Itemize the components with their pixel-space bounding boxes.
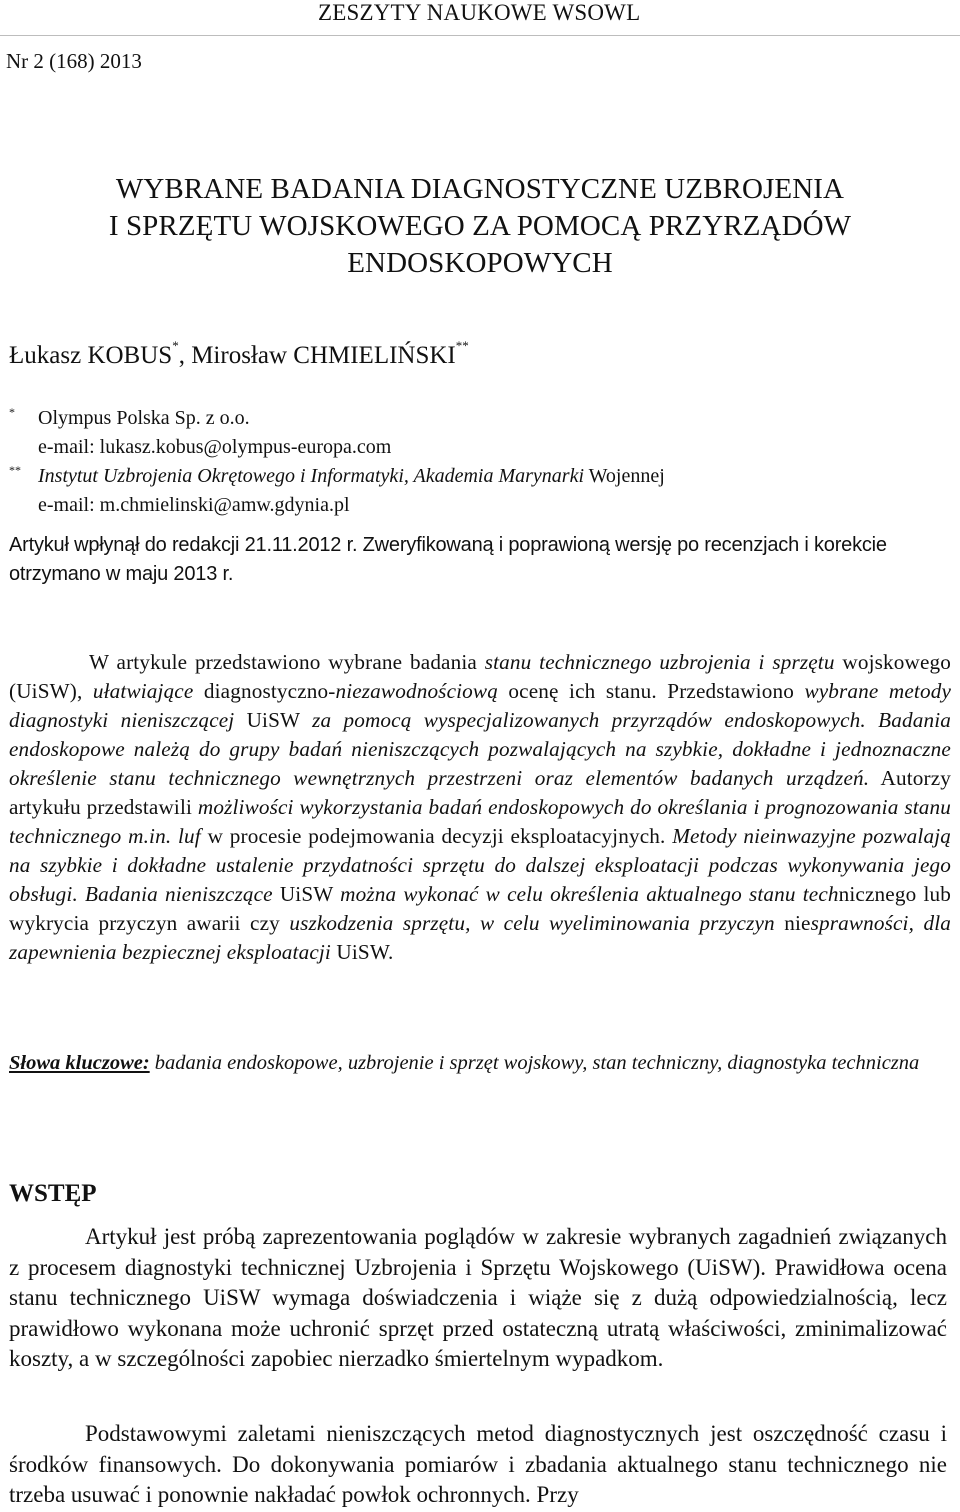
keywords-text: badania endoskopowe, uzbrojenie i sprzęt wojskowy, stan techniczny, diagnostyka techniczna	[149, 1052, 920, 1074]
affiliation-line	[9, 491, 665, 520]
affiliation-organization: Olympus Polska Sp. z o.o.	[38, 407, 250, 429]
abstract-text-italic: można wykonać w celu określenia aktualnego stanu tech	[340, 882, 839, 906]
received-line: Artykuł wpłynął do redakcji 21.11.2012 r. Zweryfikowaną i poprawioną wersję po recenzjach i korekcie	[9, 534, 887, 556]
affiliation-organization-tail: Wojennej	[584, 465, 665, 487]
body-paragraph: Artykuł jest próbą zaprezentowania poglądów w zakresie wybranych zagadnień związanych z procesem diagnostyki technicznej Uzbrojenia i Sprzętu Wojskowego (UiSW). Prawidłowa ocena stanu technicznego UiSW wymaga doświadczenia i wiąże się z dużą odpowiedzialnością, lecz prawidłowo wykonana może uchronić sprzęt przed ostateczną utratą właściwości, zminimalizować koszty, a w szczególności zapobiec nierzadko śmiertelnym wypadkom.	[9, 1224, 947, 1371]
received-note	[9, 531, 953, 589]
abstract-text: ocenę ich stanu. Przedstawiono	[497, 679, 805, 703]
abstract-text: nicznego lub wykrycia przyczyn awarii czy	[9, 882, 951, 935]
abstract-paragraph	[9, 648, 951, 967]
author-list	[9, 338, 469, 370]
abstract-text-italic: stanu technicznego uzbrojenia i sprzętu	[484, 650, 835, 674]
received-line: otrzymano w maju 2013 r.	[9, 563, 234, 585]
section-heading: WSTĘP	[9, 1180, 97, 1207]
body-paragraph: Podstawowymi zaletami nieniszczących metod diagnostycznych jest oszczędność czasu i środków finansowych. Do dokonywania pomiarów i zbadania aktualnego stanu technicznego nie trzeba usuwać i ponownie nakładać powłok ochronnych. Przy	[9, 1421, 947, 1507]
keywords-label: Słowa kluczowe:	[9, 1052, 150, 1074]
abstract-text: diagnostyczno-	[193, 679, 336, 703]
abstract-text-italic: za pomocą wyspecjalizowanych przyrządów endoskopowych. Badania endoskopowe należą do grupy badań nieniszczących pozwalających na szybkie, dokładne i jednoznaczne określenie stanu technicznego wewnętrznych przestrzeni oraz elementów badanych urządzeń.	[9, 708, 951, 790]
abstract-text-italic: Metody nieinwazyjne pozwalają na szybkie i dokładne ustalenie przydatności sprzętu do dalszej eksploatacji podczas wykonywania jego obsługi. Badania nieniszczące	[9, 824, 951, 906]
affiliation-email: e-mail: m.chmielinski@amw.gdynia.pl	[38, 494, 350, 516]
abstract-text: Autorzy artykułu przedstawili	[9, 766, 951, 819]
author-separator: ,	[178, 342, 192, 369]
abstract-text: UiSW.	[330, 940, 394, 964]
abstract-text: W artykule przedstawiono wybrane badania	[89, 650, 485, 674]
title-line: I SPRZĘTU WOJSKOWEGO ZA POMOCĄ PRZYRZĄDÓW	[108, 210, 852, 242]
title-line: ENDOSKOPOWYCH	[347, 247, 613, 279]
journal-title: ZESZYTY NAUKOWE WSOWL	[318, 0, 641, 25]
abstract-text: UiSW	[234, 708, 313, 732]
abstract-text-italic: niezawodnościową	[335, 679, 498, 703]
abstract	[9, 648, 951, 967]
article-title	[0, 171, 960, 282]
abstract-text-italic: uszkodzenia sprzętu, w celu wyeliminowania przyczyn	[289, 911, 775, 935]
author-name: Łukasz KOBUS	[9, 342, 173, 369]
affiliation-organization: Instytut Uzbrojenia Okrętowego i Informatyki, Akademia Marynarki	[38, 465, 585, 487]
author-name: Mirosław CHMIELIŃSKI	[191, 342, 456, 369]
author-footnote-mark: *	[172, 338, 179, 353]
keywords	[9, 1049, 949, 1078]
affiliation-line: ** Instytut Uzbrojenia Okrętowego i Informatyki, Akademia Marynarki Wojennej	[9, 463, 665, 487]
abstract-text: UiSW	[272, 882, 341, 906]
abstract-text: w procesie podejmowania decyzji eksploatacyjnych.	[200, 824, 673, 848]
abstract-text-italic: wybrane metody diagnostyki nieniszczącej	[9, 679, 952, 732]
affiliation-line	[9, 433, 665, 462]
abstract-text: wojskowego (UiSW),	[9, 650, 951, 703]
abstract-text-italic: ułatwiające	[92, 679, 194, 703]
header-divider	[0, 35, 960, 36]
abstract-text-italic: sprawności, dla zapewnienia bezpiecznej eksploatacji	[9, 911, 952, 964]
issue-number: Nr 2 (168) 2013	[6, 49, 142, 73]
affiliation-line: * Olympus Polska Sp. z o.o.	[9, 405, 250, 429]
abstract-text: nie	[774, 911, 811, 935]
author-footnote-mark: **	[455, 338, 469, 353]
title-line: WYBRANE BADANIA DIAGNOSTYCZNE UZBROJENIA	[115, 173, 845, 205]
affiliations	[9, 404, 665, 520]
abstract-text-italic: możliwości wykorzystania badań endoskopowych do określania i prognozowania stanu technicznego m.in. luf	[9, 795, 951, 848]
affiliation-email: e-mail: lukasz.kobus@olympus-europa.com	[38, 436, 392, 458]
